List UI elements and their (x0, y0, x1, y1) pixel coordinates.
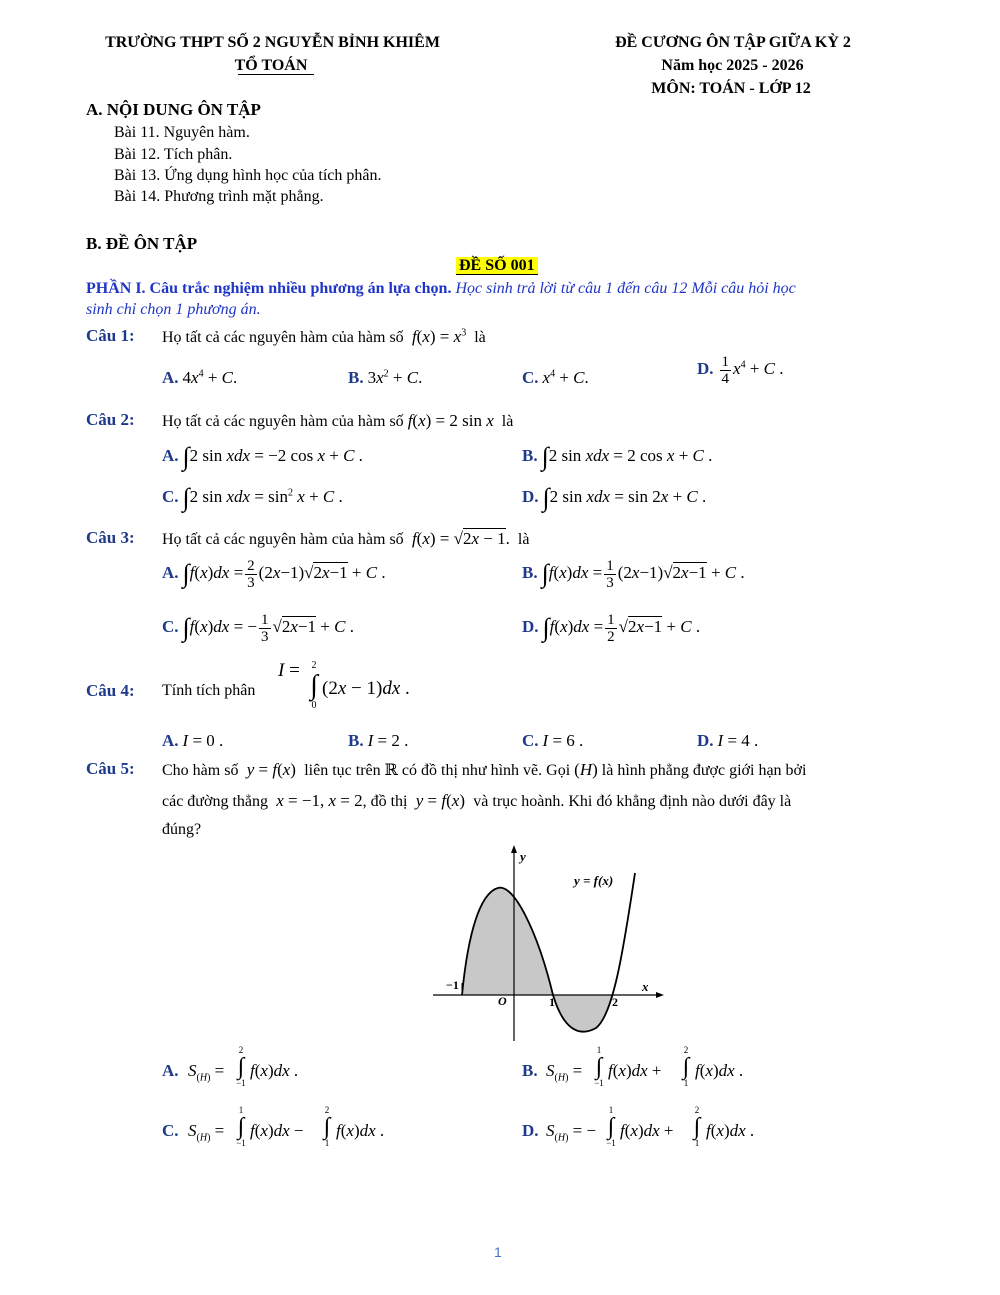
q2-option-c[interactable]: C. ∫2 sin xdx = $\sin^2 x + C$ . (162, 483, 343, 513)
q1-stem: Họ tất cả các nguyên hàm của hàm số (162, 329, 404, 346)
tick-label-1: 1 (549, 995, 555, 1009)
doc-title: ĐỀ CƯƠNG ÔN TẬP GIỮA KỲ 2 (615, 34, 851, 51)
option-b-label: B. (348, 731, 364, 750)
q3-option-d[interactable]: D. ∫f(x)dx = $\frac{1}{2}$ √2x−1 + C . (522, 612, 701, 645)
q5-option-b[interactable] (522, 1061, 538, 1081)
q5-a-integrand: f(x)dx . (250, 1061, 299, 1080)
q3-option-c[interactable]: C. ∫f(x)dx = − $\frac{1}{3}$ √2x−1 + C . (162, 612, 354, 645)
q2-formula: f(x) = 2 sin x (407, 411, 494, 430)
option-a-label: A. (162, 446, 179, 465)
page-number: 1 (494, 1244, 502, 1260)
q1-option-b[interactable]: B. $3x^2 + C$. (348, 368, 423, 387)
q1-option-d[interactable]: D. $\frac{1}{4}$ $x^4 + C$ . (697, 354, 784, 387)
option-b-label: B. (522, 446, 538, 465)
q5-b-integrand-2: f(x)dx . (695, 1061, 744, 1080)
q1-tail: là (474, 329, 486, 346)
y-axis-label: y (520, 849, 526, 864)
exam-badge (456, 257, 538, 275)
option-c-label: C. (162, 617, 179, 637)
q5-d-formula: $S_{(H)}$ = − (546, 1121, 597, 1144)
option-b-label: B. (522, 1061, 538, 1080)
q5-b-integrand-1: f(x)dx + (608, 1061, 662, 1080)
tick-label-2: 2 (612, 995, 618, 1009)
q5-option-d[interactable] (522, 1121, 539, 1141)
q5-d-integrand-2: f(x)dx . (706, 1121, 755, 1140)
q5-b-formula: $S_{(H)}$ = (546, 1061, 583, 1084)
question-5-line1: Cho hàm số y = f(x) liên tục trên ℝ có đồ thị như hình vẽ. Gọi (H) là hình phẳng được giới hạn bởi (162, 760, 807, 779)
option-c-label: C. (162, 1121, 179, 1140)
option-d-label: D. (522, 487, 539, 506)
q5-stem-6: và trục hoành. Khi đó khẳng định nào dưới đây là (473, 793, 792, 810)
question-label: Câu 2: (86, 410, 135, 429)
topic-item: Bài 14. Phương trình mặt phẳng. (114, 188, 324, 205)
tick-label-minus1: −1 (446, 978, 459, 992)
part1-title: PHẦN I. Câu trắc nghiệm nhiều phương án lựa chọn. (86, 280, 452, 297)
q3-stem: Họ tất cả các nguyên hàm của hàm số (162, 531, 404, 548)
x-axis-arrow (656, 992, 664, 998)
section-a-title: A. NỘI DUNG ÔN TẬP (86, 100, 261, 119)
part1-heading (86, 280, 796, 298)
option-d-label: D. (697, 731, 714, 750)
subject: MÔN: TOÁN - LỚP 12 (651, 80, 811, 97)
q5-b-integral-1: 1 ∫ −1 (594, 1045, 604, 1088)
exam-badge-text: ĐỀ SỐ 001 (456, 257, 538, 275)
q5-c-integral-2: 2 ∫ 1 (323, 1105, 331, 1148)
question-label: Câu 5: (86, 759, 135, 778)
shaded-area-right (553, 995, 614, 1032)
option-d-label: D. (697, 359, 714, 379)
q5-a-formula: $S_{(H)}$ = (188, 1061, 225, 1084)
question-label: Câu 1: (86, 326, 135, 345)
q5-c-integrand-2: f(x)dx . (336, 1121, 385, 1140)
x-axis-label: x (642, 979, 649, 994)
q3-option-b[interactable]: B. ∫f(x)dx = $\frac{1}{3}$ (2x−1)√2x−1 + C . (522, 558, 745, 591)
q5-c-formula: $S_{(H)}$ = (188, 1121, 225, 1144)
shaded-area-left (462, 888, 553, 995)
option-c-label: C. (522, 731, 539, 750)
q5-a-integral: 2 ∫ −1 (236, 1045, 246, 1088)
q1-option-a[interactable]: A. $4x^4 + C$. (162, 368, 238, 387)
q4-option-c[interactable]: C. I = 6 . (522, 731, 584, 750)
option-d-label: D. (522, 617, 539, 637)
q5-c-integrand-1: f(x)dx − (250, 1121, 304, 1140)
school-year: Năm học 2025 - 2026 (661, 57, 804, 74)
q1-formula: $f(x) = x^3$ (411, 327, 467, 346)
department: TỔ TOÁN (234, 57, 308, 74)
q5-d-integral-2: 2 ∫ 1 (693, 1105, 701, 1148)
question-label: Câu 4: (86, 681, 135, 700)
question-5-line3: đúng? (162, 821, 202, 838)
q5-option-c[interactable] (162, 1121, 179, 1141)
q5-stem-5: , đồ thị (362, 793, 408, 810)
option-b-label: B. (522, 563, 538, 583)
curve-label: y = f(x) (574, 873, 614, 888)
q5-option-a[interactable] (162, 1045, 179, 1080)
option-a-label: A. (162, 563, 179, 583)
question-5-line2: các đường thẳng x = −1, x = 2, đồ thị y = f(x) và trục hoành. Khi đó khẳng định nào dưới đây là (162, 791, 792, 810)
option-a-label: A. (162, 1061, 179, 1080)
q5-d-integrand-1: f(x)dx + (620, 1121, 674, 1140)
function-graph (428, 843, 668, 1043)
q5-stem-3: là hình phẳng được giới hạn bởi (601, 762, 807, 779)
question-label: Câu 3: (86, 528, 135, 547)
part1-instruction: Học sinh trả lời từ câu 1 đến câu 12 Mỗi câu hỏi học (455, 280, 796, 297)
q4-integral: 2 ∫ 0 (310, 660, 318, 711)
q2-option-a[interactable]: A. ∫2 sin xdx = −2 cos x + C . (162, 442, 363, 472)
option-d-label: D. (522, 1121, 539, 1140)
q2-tail: là (501, 413, 514, 430)
option-a-label: A. (162, 731, 179, 750)
q5-c-integral-1: 1 ∫ −1 (236, 1105, 246, 1148)
q5-stem-4: các đường thẳng (162, 793, 268, 810)
q4-formula: I = (278, 660, 300, 681)
q4-option-d[interactable]: D. I = 4 . (697, 731, 759, 750)
part1-instruction-cont: sinh chỉ chọn 1 phương án. (86, 301, 261, 318)
question-3-text (162, 529, 529, 549)
question-2-text (162, 411, 513, 431)
question-1-text (162, 327, 486, 347)
topic-item: Bài 13. Ứng dụng hình học của tích phân. (114, 167, 382, 184)
q4-stem: Tính tích phân (162, 682, 256, 699)
origin-label: O (498, 994, 507, 1008)
y-axis-arrow (511, 845, 517, 853)
q2-option-d[interactable]: D. ∫2 sin xdx = sin 2x + C . (522, 483, 707, 513)
school-name: TRƯỜNG THPT SỐ 2 NGUYỄN BỈNH KHIÊM (105, 34, 440, 51)
q5-b-integral-2: 2 ∫ 1 (682, 1045, 690, 1088)
dept-underline (238, 74, 314, 75)
option-c-label: C. (162, 487, 179, 506)
topic-item: Bài 12. Tích phân. (114, 146, 233, 163)
q1-option-c[interactable]: C. $x^4 + C$. (522, 368, 589, 387)
q4-integrand: (2x − 1)dx . (322, 678, 410, 699)
question-4-text (162, 682, 255, 700)
section-b-title: B. ĐỀ ÔN TẬP (86, 234, 198, 253)
q3-formula: f(x) = √2x − 1. (411, 529, 510, 548)
q3-option-a[interactable]: A. ∫f(x)dx = $\frac{2}{3}$ (2x−1)√2x−1 + C . (162, 558, 386, 591)
option-c-label: C. (522, 368, 539, 387)
q5-stem-2: liên tục trên ℝ có đồ thị như hình vẽ. Gọi (304, 762, 571, 779)
q3-tail: là (517, 531, 530, 548)
q2-stem: Họ tất cả các nguyên hàm của hàm số (162, 413, 404, 430)
q5-d-integral-1: 1 ∫ −1 (606, 1105, 616, 1148)
q2-option-b[interactable]: B. ∫2 sin xdx = 2 cos x + C . (522, 442, 713, 472)
option-a-label: A. (162, 368, 179, 387)
q4-option-a[interactable]: A. I = 0 . (162, 731, 224, 750)
option-b-label: B. (348, 368, 364, 387)
topic-item: Bài 11. Nguyên hàm. (114, 124, 250, 141)
q5-stem-1: Cho hàm số (162, 762, 239, 779)
q4-option-b[interactable]: B. I = 2 . (348, 731, 409, 750)
